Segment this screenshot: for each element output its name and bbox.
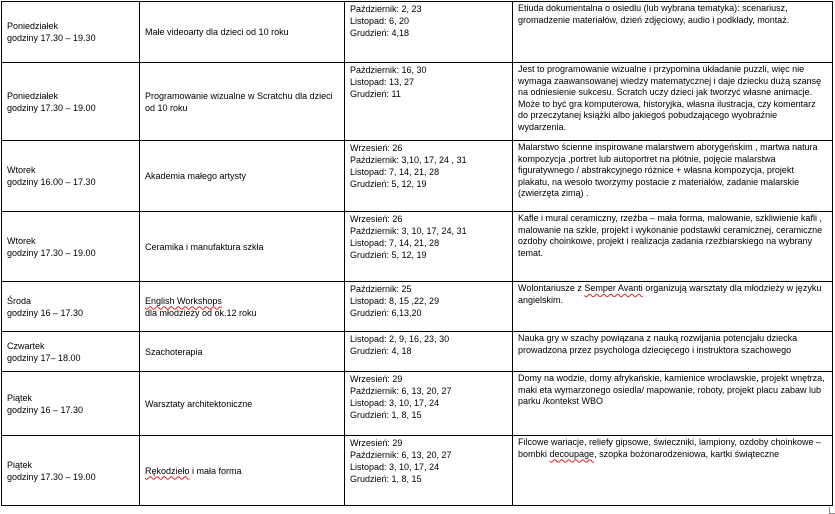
hours-label: godziny 17– 18.00	[7, 352, 81, 363]
description-cell	[513, 436, 833, 506]
date-line: Październik: 3, 10, 17, 24, 31	[350, 226, 467, 236]
description-part: , szopka bożonarodzeniowa, kartki świąteczne	[594, 448, 780, 459]
date-line: Październik: 6, 13, 20, 27	[350, 386, 452, 396]
day-cell	[2, 141, 140, 212]
description-cell	[513, 212, 833, 282]
day-label: Piątek	[7, 392, 33, 403]
hours-label: godziny 16 – 17.30	[7, 307, 84, 318]
day-label: Poniedziałek	[7, 90, 59, 101]
table-row	[2, 141, 833, 212]
day-cell	[2, 212, 140, 282]
workshop-schedule-table	[1, 1, 833, 506]
dates-cell	[345, 282, 513, 332]
day-label: Środa	[7, 295, 32, 306]
day-cell	[2, 372, 140, 436]
workshop-name: Akademia małego artysty	[145, 171, 247, 181]
hours-label: godziny 17.30 – 19.00	[7, 102, 96, 113]
page-corner-mark	[829, 507, 835, 514]
day-cell	[2, 63, 140, 141]
description-cell	[513, 372, 833, 436]
date-line: Grudzień: 4, 18	[350, 346, 412, 356]
workshop-name: Małe videoarty dla dzieci od 10 roku	[145, 27, 289, 37]
date-line: Grudzień: 6,13,20	[350, 308, 422, 318]
date-line: Grudzień: 1, 8, 15	[350, 474, 422, 484]
workshop-name-cell	[140, 372, 345, 436]
date-line: Październik: 2, 23	[350, 4, 422, 14]
organization-name: Semper Avanti	[584, 283, 643, 293]
date-line: Listopad: 13, 27	[350, 77, 415, 87]
description-text: Jest to programowanie wizualne i przypomina układanie puzzli, więc nie wymaga zaawansowanej wiedzy matematycznej i daje dziecku dużą szansę na odniesienie sukcesu. Scratch uczy dzieci jak tworzyć własne animacje. Może to być gra komputerowa, historyjka, własna ilustracja, czy komentarz do przeczytanej książki albo jakiegoś pobudzającego wyobraźnie wydarzenia.	[518, 64, 822, 132]
date-line: Wrzesień: 29	[350, 374, 403, 384]
day-cell	[2, 282, 140, 332]
workshop-name: English Workshops	[145, 295, 222, 306]
date-line: Wrzesień: 26	[350, 143, 403, 153]
description-part: Wolontariusze z	[518, 283, 585, 293]
description-cell	[513, 282, 833, 332]
day-cell	[2, 332, 140, 372]
description-text: Etiuda dokumentalna o osiedlu (lub wybrana tematyka): scenariusz, gromadzenie materiałów, dzień zdjęciowy, audio i podkłady, montaż.	[518, 3, 790, 25]
table-row	[2, 282, 833, 332]
date-line: Grudzień: 1, 8, 15	[350, 410, 422, 420]
date-line: Listopad: 6, 20	[350, 16, 410, 26]
workshop-name-cell	[140, 2, 345, 63]
dates-cell	[345, 141, 513, 212]
date-line: Listopad: 8, 15 ,22, 29	[350, 296, 440, 306]
date-line: Wrzesień: 26	[350, 214, 403, 224]
day-cell	[2, 436, 140, 506]
table-row	[2, 212, 833, 282]
technique-name: decoupage	[549, 448, 595, 459]
date-line: Październik: 25	[350, 284, 412, 294]
description-cell	[513, 332, 833, 372]
workshop-name-cell	[140, 332, 345, 372]
hours-label: godziny 17.30 – 19.00	[7, 471, 96, 482]
description-text	[518, 283, 827, 306]
dates-cell	[345, 2, 513, 63]
table-row	[2, 372, 833, 436]
workshop-name-part: i mała forma	[189, 465, 242, 476]
workshop-name-cell	[140, 436, 345, 506]
workshop-name	[145, 466, 242, 476]
description-text: Domy na wodzie, domy afrykańskie, kamienice wrocławskie, projekt wnętrza, maki eta wymarzonego osiedla/ mapowanie, roboty, projekt placu zabaw lub parku /kontekst WBO	[518, 373, 825, 407]
date-line: Listopad: 2, 9, 16, 23, 30	[350, 334, 450, 344]
day-label: Piątek	[7, 459, 33, 470]
workshop-name-cell	[140, 63, 345, 141]
dates-cell	[345, 63, 513, 141]
dates-cell	[345, 372, 513, 436]
table-row	[2, 2, 833, 63]
date-line: Październik: 3,10, 17, 24 , 31	[350, 155, 467, 165]
description-cell	[513, 63, 833, 141]
dates-cell	[345, 332, 513, 372]
day-label: Wtorek	[7, 235, 36, 246]
hours-label: godziny 16.00 – 17.30	[7, 177, 96, 187]
date-line: Październik: 16, 30	[350, 65, 427, 75]
day-label: Poniedziałek	[7, 21, 59, 31]
description-cell	[513, 141, 833, 212]
description-text	[518, 437, 827, 460]
day-label: Wtorek	[7, 165, 36, 175]
date-line: Październik: 6, 13, 20, 27	[350, 450, 452, 460]
date-line: Grudzień: 4,18	[350, 28, 410, 38]
date-line: Grudzień: 5, 12, 19	[350, 179, 427, 189]
description-text: Kafle i mural ceramiczny, rzeźba – mała forma, malowanie, szkliwienie kafli , malowanie na szkle, projekt i wykonanie podstawki ceramicznej, ceramiczne ozdoby choinkowe, projekt i realizacja zadania rzeźbiarskiego na wybrany temat.	[518, 213, 823, 258]
date-line: Listopad: 3, 10, 17, 24	[350, 462, 440, 472]
hours-label: godziny 17.30 – 19.00	[7, 247, 96, 258]
description-text: Nauka gry w szachy powiązana z nauką rozwijania potencjału dziecka prowadzona przez psychologa dziecięcego i instruktora szachowego	[518, 333, 798, 355]
date-line: Wrzesień: 29	[350, 438, 403, 448]
workshop-audience: dla młodzieży od ok.12 roku	[145, 307, 257, 318]
hours-label: godziny 16 – 17.30	[7, 404, 84, 415]
workshop-name-cell	[140, 282, 345, 332]
date-line: Listopad: 3, 10, 17, 24	[350, 398, 440, 408]
day-label: Czwartek	[7, 340, 45, 351]
hours-label: godziny 17.30 – 19.30	[7, 33, 96, 43]
table-row	[2, 332, 833, 372]
description-cell	[513, 2, 833, 63]
workshop-name: Programowanie wizualne w Scratchu dla dzieci od 10 roku	[145, 90, 333, 113]
date-line: Listopad: 7, 14, 21, 28	[350, 167, 440, 177]
table-row	[2, 436, 833, 506]
description-part: Filcowe wariacje, reliefy gipsowe, świeczniki, lampiony, ozdoby choinkowe – bombki	[518, 437, 821, 459]
description-part: organizują warsztaty dla młodzieży w języku angielskim.	[518, 283, 822, 305]
table-row	[2, 63, 833, 141]
date-line: Grudzień: 5, 12, 19	[350, 250, 427, 260]
workshop-name-cell	[140, 212, 345, 282]
workshop-name: Szachoterapia	[145, 346, 203, 357]
workshop-name: Warsztaty architektoniczne	[145, 398, 253, 409]
day-cell	[2, 2, 140, 63]
description-text: Malarstwo ścienne inspirowane malarstwem aborygeńskim , martwa natura kompozycja ,portret lub autoportret na płótnie, pojęcie malarstwa figuratywnego / abstrakcyjnego różnice + własna kompozycja, projekt plakatu, na wesoło tworzymy postacie z materiałów, zadanie malarskie (zwierzęta zimą) .	[518, 142, 818, 199]
date-line: Grudzień: 11	[350, 89, 401, 99]
dates-cell	[345, 212, 513, 282]
workshop-name-part: Rękodzieło	[145, 465, 190, 476]
workshop-name-cell	[140, 141, 345, 212]
dates-cell	[345, 436, 513, 506]
date-line: Listopad: 7, 14, 21, 28	[350, 238, 440, 248]
workshop-name: Ceramika i manufaktura szkła	[145, 241, 264, 252]
